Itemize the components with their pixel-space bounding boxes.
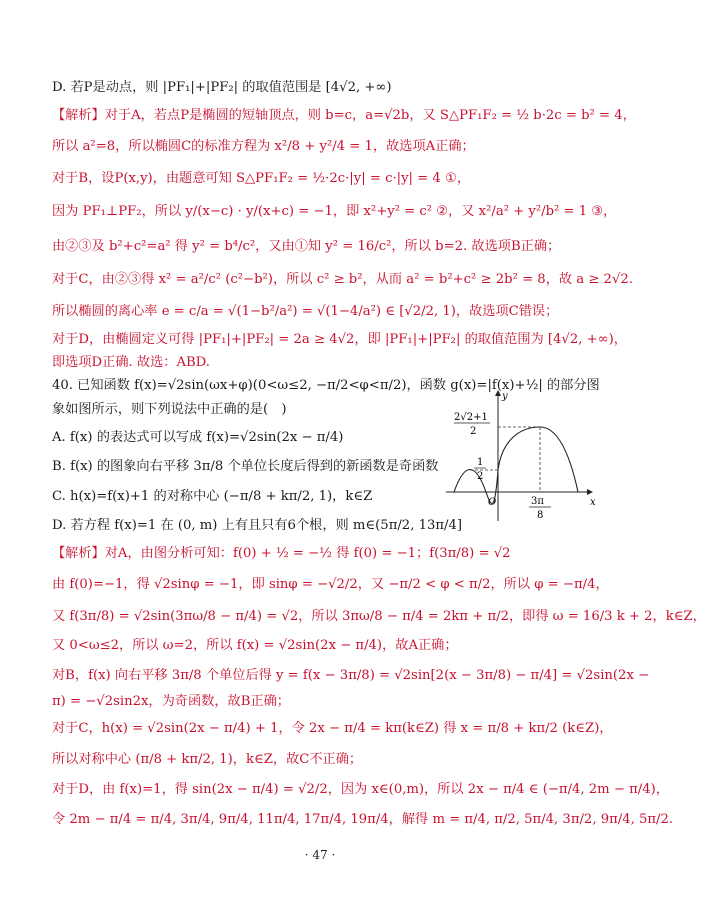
solution-39-line: 所以椭圆的离心率 e = c/a = √(1−b²/a²) = √(1−4/a²) ∈ [√2/2, 1)，故选项C错误；	[52, 304, 559, 319]
x-axis-label: x	[590, 497, 596, 508]
solution-40-line: π) = −√2sin2x，为奇函数，故B正确；	[52, 694, 290, 709]
solution-40-line: 【解析】对A，由图分析可知：f(0) + ½ = −½ 得 f(0) = −1；f(3π/8) = √2	[52, 546, 511, 561]
solution-39-line: 所以 a²=8，所以椭圆C的标准方程为 x²/8 + y²/4 = 1，故选项A正确；	[52, 139, 475, 154]
question-40-stem: 象如图所示，则下列说法中正确的是( )	[52, 402, 287, 417]
solution-39-line: 对于D，由椭圆定义可得 |PF₁|+|PF₂| = 2a ≥ 4√2，即 |PF₁|+|PF₂| 的取值范围为 [4√2, +∞)，	[52, 332, 627, 347]
option-b: B. f(x) 的图象向右平移 3π/8 个单位长度后得到的新函数是奇函数	[52, 459, 439, 474]
solution-39-line: 即选项D正确. 故选：ABD.	[52, 355, 210, 370]
solution-40-line: 对于D，由 f(x)=1，得 sin(2x − π/4) = √2/2，因为 x∈(0,m)，所以 2x − π/4 ∈ (−π/4, 2m − π/4)，	[52, 782, 669, 797]
solution-40-line: 对于C，h(x) = √2sin(2x − π/4) + 1，令 2x − π/4 = kπ(k∈Z) 得 x = π/8 + kπ/2 (k∈Z)，	[52, 721, 613, 736]
solution-40-line: 所以对称中心 (π/8 + kπ/2, 1)，k∈Z，故C不正确；	[52, 752, 363, 767]
x-tick-den: 8	[537, 510, 544, 521]
question-40-stem: 40. 已知函数 f(x)=√2sin(ωx+φ)(0<ω≤2, −π/2<φ<π/2)，函数 g(x)=|f(x)+½| 的部分图	[52, 378, 600, 393]
function-graph-figure	[440, 385, 600, 525]
solution-39-line: 对于C，由②③得 x² = a²/c² (c²−b²)，所以 c² ≥ b²，从而 a² = b²+c² ≥ 2b² = 8，故 a ≥ 2√2.	[52, 272, 633, 287]
solution-40-line: 又 f(3π/8) = √2sin(3πω/8 − π/4) = √2，所以 3πω/8 − π/4 = 2kπ + π/2，即得 ω = 16/3 k + 2，k∈Z，	[52, 609, 706, 624]
page-number: · 47 ·	[304, 848, 336, 862]
option-d-ellipse: D. 若P是动点，则 |PF₁|+|PF₂| 的取值范围是 [4√2, +∞)	[52, 80, 392, 95]
y-half-den: 2	[477, 471, 484, 482]
solution-39-line: 由②③及 b²+c²=a² 得 y² = b⁴/c²，又由①知 y² = 16/c²，所以 b=2. 故选项B正确；	[52, 239, 561, 254]
solution-40-line: 由 f(0)=−1，得 √2sinφ = −1，即 sinφ = −√2/2，又 −π/2 < φ < π/2，所以 φ = −π/4，	[52, 577, 609, 592]
y-half-num: 1	[477, 457, 484, 468]
solution-39-line: 【解析】对于A，若点P是椭圆的短轴顶点，则 b=c，a=√2b，又 S△PF₁F₂ = ½ b·2c = b² = 4，	[52, 108, 636, 123]
origin-label: O	[488, 497, 497, 508]
option-d: D. 若方程 f(x)=1 在 (0, m) 上有且只有6个根，则 m∈(5π/2, 13π/4]	[52, 518, 463, 533]
option-c: C. h(x)=f(x)+1 的对称中心 (−π/8 + kπ/2, 1)，k∈Z	[52, 489, 373, 504]
solution-39-line: 因为 PF₁⊥PF₂，所以 y/(x−c) · y/(x+c) = −1，即 x²+y² = c² ②，又 x²/a² + y²/b² = 1 ③，	[52, 204, 617, 219]
y-axis-label: y	[502, 391, 508, 402]
solution-40-line: 令 2m − π/4 = π/4, 3π/4, 9π/4, 11π/4, 17π/4, 19π/4，解得 m = π/4, π/2, 5π/4, 3π/2, 9π/4, 5π/2.	[52, 812, 674, 827]
solution-40-line: 对B，f(x) 向右平移 3π/8 个单位后得 y = f(x − 3π/8) = √2sin[2(x − 3π/8) − π/4] = √2sin(2x −	[52, 668, 650, 683]
y-top-tick-label: 2√2+1	[454, 412, 488, 423]
y-top-tick-den: 2	[470, 426, 477, 437]
solution-40-line: 又 0<ω≤2，所以 ω=2，所以 f(x) = √2sin(2x − π/4)，故A正确；	[52, 638, 458, 653]
x-tick-num: 3π	[531, 496, 544, 507]
option-a: A. f(x) 的表达式可以写成 f(x)=√2sin(2x − π/4)	[52, 430, 344, 445]
solution-39-line: 对于B，设P(x,y)，由题意可知 S△PF₁F₂ = ½·2c·|y| = c·|y| = 4 ①，	[52, 171, 471, 186]
